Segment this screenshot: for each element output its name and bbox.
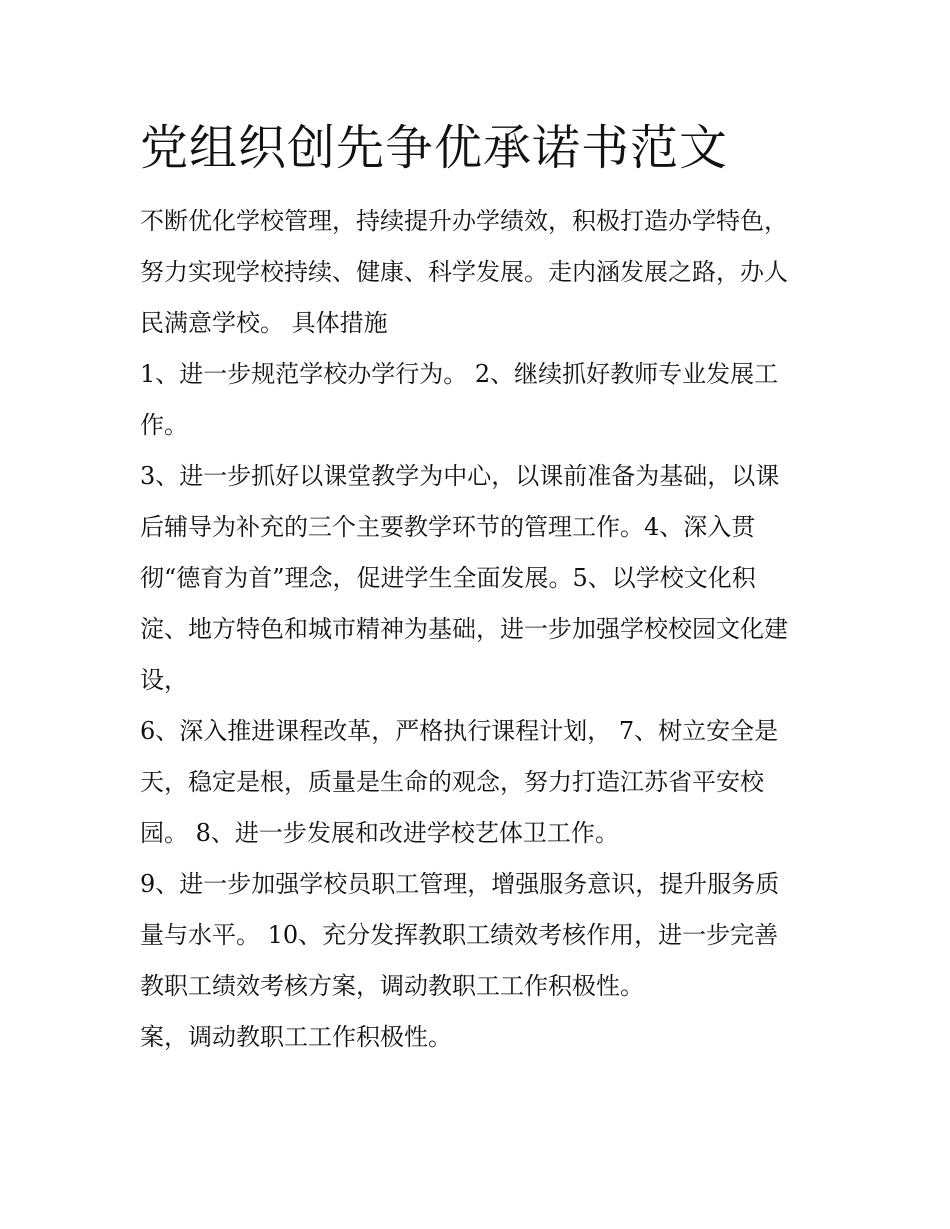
page-title: 党组织创先争优承诺书范文 (140, 120, 729, 176)
body-line: 不断优化学校管理，持续提升办学绩效，积极打造办学特色， (140, 207, 788, 235)
body-line: 设， (140, 666, 188, 694)
body-line: 努力实现学校持续、健康、科学发展。走内涵发展之路，办人 (140, 258, 788, 286)
body-line: 后辅导为补充的三个主要教学环节的管理工作。4、深入贯 (140, 513, 756, 541)
body-line: 3、进一步抓好以课堂教学为中心，以课前准备为基础，以课 (140, 462, 780, 490)
body-line: 案，调动教职工工作积极性。 (140, 1023, 452, 1051)
body-line: 教职工绩效考核方案，调动教职工工作积极性。 (140, 972, 644, 1000)
body-line: 天，稳定是根，质量是生命的观念，努力打造江苏省平安校 (140, 768, 764, 796)
body-line: 9、进一步加强学校员职工管理，增强服务意识，提升服务质 (140, 870, 780, 898)
body-line: 1、进一步规范学校办学行为。 2、继续抓好教师专业发展工 (140, 360, 779, 388)
body-line: 量与水平。 10、充分发挥教职工绩效考核作用，进一步完善 (140, 921, 779, 949)
body-line: 彻“德育为首”理念，促进学生全面发展。5、以学校文化积 (140, 564, 756, 592)
body-line: 淀、地方特色和城市精神为基础，进一步加强学校校园文化建 (140, 615, 788, 643)
body-line: 6、深入推进课程改革，严格执行课程计划， 7、树立安全是 (140, 717, 779, 745)
body-line: 园。 8、进一步发展和改进学校艺体卫工作。 (140, 819, 619, 847)
body-line: 作。 (140, 411, 188, 439)
body-line: 民满意学校。 具体措施 (140, 309, 388, 337)
